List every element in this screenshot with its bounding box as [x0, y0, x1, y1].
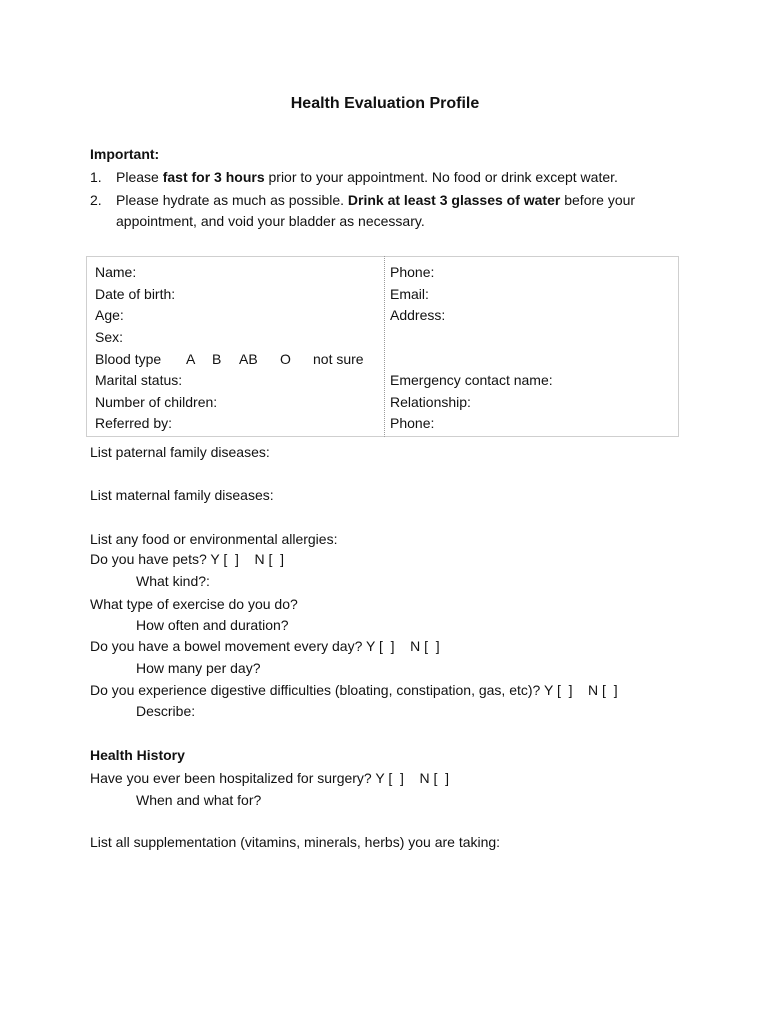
blood-type-option-a[interactable]: A	[186, 351, 196, 367]
info-box-divider	[384, 256, 385, 437]
emergency-contact-name-field-label[interactable]: Emergency contact name:	[390, 372, 553, 388]
emergency-phone-field-label[interactable]: Phone:	[390, 415, 435, 431]
exercise-question[interactable]: What type of exercise do you do?	[90, 596, 298, 612]
allergies-question[interactable]: List any food or environmental allergies:	[90, 531, 338, 547]
surgery-question[interactable]: Have you ever been hospitalized for surgery? Y [ ] N [ ]	[90, 770, 450, 786]
sex-field-label[interactable]: Sex:	[95, 329, 124, 345]
number-of-children-field-label[interactable]: Number of children:	[95, 394, 218, 410]
referred-by-field-label[interactable]: Referred by:	[95, 415, 173, 431]
surgery-details-question[interactable]: When and what for?	[136, 792, 262, 808]
phone-field-label[interactable]: Phone:	[390, 264, 435, 280]
bowel-movement-question[interactable]: Do you have a bowel movement every day? Y [ ] N [ ]	[90, 638, 440, 654]
page-title: Health Evaluation Profile	[290, 95, 480, 112]
address-field-label[interactable]: Address:	[390, 307, 446, 323]
bowel-frequency-question[interactable]: How many per day?	[136, 660, 261, 676]
marital-status-field-label[interactable]: Marital status:	[95, 372, 183, 388]
important-item-2-continuation: appointment, and void your bladder as necessary.	[116, 213, 425, 229]
digestive-describe-question[interactable]: Describe:	[136, 703, 196, 719]
name-field-label[interactable]: Name:	[95, 264, 137, 280]
blood-type-option-ab[interactable]: AB	[239, 351, 258, 367]
email-field-label[interactable]: Email:	[390, 286, 429, 302]
pets-question[interactable]: Do you have pets? Y [ ] N [ ]	[90, 551, 285, 567]
age-field-label[interactable]: Age:	[95, 307, 124, 323]
important-item-1: Please fast for 3 hours prior to your appointment. No food or drink except water.	[116, 169, 618, 185]
important-item-number: 1.	[90, 169, 102, 185]
date-of-birth-field-label[interactable]: Date of birth:	[95, 286, 176, 302]
blood-type-option-o[interactable]: O	[280, 351, 291, 367]
relationship-field-label[interactable]: Relationship:	[390, 394, 471, 410]
supplementation-question[interactable]: List all supplementation (vitamins, minerals, herbs) you are taking:	[90, 834, 501, 850]
health-history-heading: Health History	[90, 747, 185, 763]
pets-kind-question[interactable]: What kind?:	[136, 573, 210, 589]
important-heading: Important:	[90, 146, 160, 162]
digestive-difficulties-question[interactable]: Do you experience digestive difficulties (bloating, constipation, gas, etc)? Y [ ] N [ ]	[90, 682, 618, 698]
blood-type-option-not-sure[interactable]: not sure	[313, 351, 364, 367]
exercise-frequency-question[interactable]: How often and duration?	[136, 617, 289, 633]
important-item-2: Please hydrate as much as possible. Drink at least 3 glasses of water before your	[116, 192, 636, 208]
important-item-number: 2.	[90, 192, 102, 208]
maternal-diseases-question[interactable]: List maternal family diseases:	[90, 487, 274, 503]
blood-type-label: Blood type	[95, 351, 162, 367]
blood-type-option-b[interactable]: B	[212, 351, 222, 367]
paternal-diseases-question[interactable]: List paternal family diseases:	[90, 444, 270, 460]
